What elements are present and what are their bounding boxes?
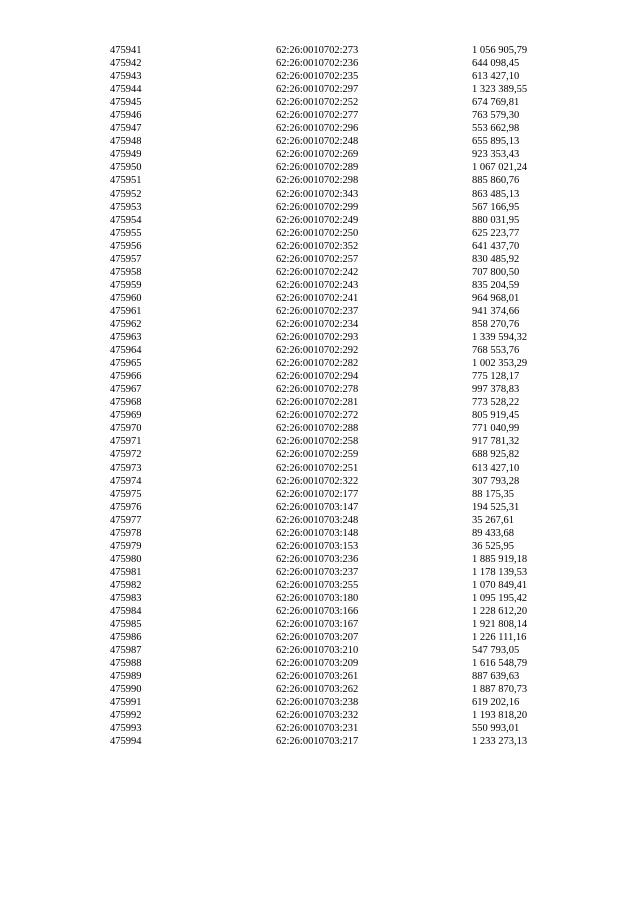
- cadastral-number: 62:26:0010702:269: [276, 149, 359, 161]
- row-number: 475990: [110, 684, 142, 696]
- cadastral-value-table: [110, 44, 590, 749]
- row-number: 475952: [110, 188, 142, 200]
- row-number: 475986: [110, 632, 142, 644]
- table-row: [110, 501, 590, 514]
- table-row: [110, 109, 590, 122]
- cadastral-value: 1 233 273,13: [472, 736, 528, 748]
- cadastral-value: 830 485,92: [472, 253, 520, 265]
- row-number: 475941: [110, 45, 142, 56]
- cadastral-number: 62:26:0010702:296: [276, 123, 359, 135]
- cadastral-number: 62:26:0010703:217: [276, 736, 359, 748]
- table-row: [110, 670, 590, 683]
- cadastral-value: 880 031,95: [472, 214, 520, 226]
- table-row: [110, 188, 590, 201]
- table-row: [110, 135, 590, 148]
- cadastral-value: 1 070 849,41: [472, 579, 528, 591]
- cadastral-value: 644 098,45: [472, 58, 520, 70]
- table-row: [110, 279, 590, 292]
- cadastral-number: 62:26:0010703:236: [276, 553, 359, 565]
- row-number: 475943: [110, 71, 142, 83]
- cadastral-number: 62:26:0010702:241: [276, 292, 359, 304]
- cadastral-value: 674 769,81: [472, 97, 520, 109]
- cadastral-number: 62:26:0010702:237: [276, 305, 359, 317]
- cadastral-value: 775 128,17: [472, 371, 520, 383]
- cadastral-value: 917 781,32: [472, 436, 520, 448]
- cadastral-value: 641 437,70: [472, 240, 520, 252]
- table-row: [110, 240, 590, 253]
- table-row: [110, 540, 590, 553]
- table-row: [110, 735, 590, 748]
- cadastral-value: 771 040,99: [472, 423, 520, 435]
- table-row: [110, 514, 590, 527]
- cadastral-number: 62:26:0010702:251: [276, 462, 359, 474]
- table-row: [110, 331, 590, 344]
- row-number: 475946: [110, 110, 142, 122]
- cadastral-number: 62:26:0010702:272: [276, 410, 359, 422]
- row-number: 475989: [110, 671, 142, 683]
- row-number: 475967: [110, 384, 142, 396]
- table-row: [110, 605, 590, 618]
- cadastral-number: 62:26:0010702:277: [276, 110, 359, 122]
- row-number: 475987: [110, 645, 142, 657]
- cadastral-value: 36 525,95: [472, 540, 514, 552]
- row-number: 475988: [110, 658, 142, 670]
- cadastral-value: 763 579,30: [472, 110, 520, 122]
- cadastral-number: 62:26:0010702:288: [276, 423, 359, 435]
- table-row: [110, 214, 590, 227]
- cadastral-value: 773 528,22: [472, 397, 520, 409]
- table-row: [110, 488, 590, 501]
- cadastral-number: 62:26:0010702:282: [276, 358, 359, 370]
- row-number: 475971: [110, 436, 142, 448]
- row-number: 475981: [110, 566, 142, 578]
- cadastral-number: 62:26:0010702:257: [276, 253, 359, 265]
- cadastral-number: 62:26:0010703:167: [276, 619, 359, 631]
- table-row: [110, 696, 590, 709]
- cadastral-value: 89 433,68: [472, 527, 514, 539]
- cadastral-value: 858 270,76: [472, 318, 520, 330]
- cadastral-number: 62:26:0010702:243: [276, 279, 359, 291]
- cadastral-value: 1 323 389,55: [472, 84, 528, 96]
- row-number: 475965: [110, 358, 142, 370]
- row-number: 475942: [110, 58, 142, 70]
- table-row: [110, 292, 590, 305]
- table-row: [110, 409, 590, 422]
- table-row: [110, 318, 590, 331]
- table-row: [110, 253, 590, 266]
- cadastral-number: 62:26:0010702:177: [276, 488, 359, 500]
- cadastral-value: 35 267,61: [472, 514, 514, 526]
- table-row: [110, 448, 590, 461]
- cadastral-value: 1 095 195,42: [472, 592, 528, 604]
- table-row: [110, 357, 590, 370]
- table-row: [110, 227, 590, 240]
- cadastral-number: 62:26:0010703:209: [276, 658, 359, 670]
- row-number: 475959: [110, 279, 142, 291]
- table-row: [110, 396, 590, 409]
- table-row: [110, 148, 590, 161]
- row-number: 475954: [110, 214, 142, 226]
- table-row: [110, 435, 590, 448]
- cadastral-number: 62:26:0010702:242: [276, 266, 359, 278]
- cadastral-value: 923 353,43: [472, 149, 520, 161]
- row-number: 475993: [110, 723, 142, 735]
- cadastral-number: 62:26:0010702:343: [276, 188, 359, 200]
- cadastral-value: 307 793,28: [472, 475, 520, 487]
- cadastral-number: 62:26:0010703:166: [276, 606, 359, 618]
- cadastral-number: 62:26:0010702:281: [276, 397, 359, 409]
- cadastral-number: 62:26:0010703:207: [276, 632, 359, 644]
- cadastral-value: 885 860,76: [472, 175, 520, 187]
- cadastral-value: 625 223,77: [472, 227, 520, 239]
- cadastral-number: 62:26:0010703:147: [276, 501, 359, 513]
- cadastral-value: 553 662,98: [472, 123, 520, 135]
- row-number: 475947: [110, 123, 142, 135]
- cadastral-value: 1 067 021,24: [472, 162, 528, 174]
- row-number: 475950: [110, 162, 142, 174]
- table-row: [110, 122, 590, 135]
- cadastral-number: 62:26:0010702:235: [276, 71, 359, 83]
- table-row: [110, 96, 590, 109]
- table-row: [110, 201, 590, 214]
- cadastral-value: 997 378,83: [472, 384, 520, 396]
- row-number: 475963: [110, 332, 142, 344]
- row-number: 475977: [110, 514, 142, 526]
- cadastral-value: 887 639,63: [472, 671, 520, 683]
- row-number: 475992: [110, 710, 142, 722]
- table-row: [110, 266, 590, 279]
- row-number: 475955: [110, 227, 142, 239]
- cadastral-number: 62:26:0010703:238: [276, 697, 359, 709]
- table-row: [110, 618, 590, 631]
- row-number: 475953: [110, 201, 142, 213]
- cadastral-number: 62:26:0010702:234: [276, 318, 359, 330]
- cadastral-value: 1 226 111,16: [472, 632, 527, 644]
- cadastral-value: 1 339 594,32: [472, 332, 528, 344]
- cadastral-number: 62:26:0010702:250: [276, 227, 359, 239]
- cadastral-value: 688 925,82: [472, 449, 520, 461]
- table-row: [110, 709, 590, 722]
- cadastral-value: 1 193 818,20: [472, 710, 528, 722]
- table-row: [110, 657, 590, 670]
- cadastral-value: 1 885 919,18: [472, 553, 528, 565]
- row-number: 475973: [110, 462, 142, 474]
- row-number: 475966: [110, 371, 142, 383]
- table-row: [110, 57, 590, 70]
- cadastral-value: 768 553,76: [472, 345, 520, 357]
- cadastral-number: 62:26:0010703:232: [276, 710, 359, 722]
- table-row: [110, 527, 590, 540]
- cadastral-number: 62:26:0010702:252: [276, 97, 359, 109]
- row-number: 475970: [110, 423, 142, 435]
- table-row: [110, 462, 590, 475]
- row-number: 475949: [110, 149, 142, 161]
- table-row: [110, 553, 590, 566]
- row-number: 475969: [110, 410, 142, 422]
- table-row: [110, 70, 590, 83]
- cadastral-number: 62:26:0010702:299: [276, 201, 359, 213]
- row-number: 475983: [110, 592, 142, 604]
- cadastral-number: 62:26:0010702:273: [276, 45, 359, 56]
- cadastral-number: 62:26:0010703:237: [276, 566, 359, 578]
- cadastral-number: 62:26:0010702:322: [276, 475, 359, 487]
- row-number: 475976: [110, 501, 142, 513]
- cadastral-number: 62:26:0010703:210: [276, 645, 359, 657]
- row-number: 475982: [110, 579, 142, 591]
- table-row: [110, 370, 590, 383]
- row-number: 475962: [110, 318, 142, 330]
- cadastral-number: 62:26:0010702:259: [276, 449, 359, 461]
- row-number: 475945: [110, 97, 142, 109]
- cadastral-number: 62:26:0010702:278: [276, 384, 359, 396]
- row-number: 475951: [110, 175, 142, 187]
- cadastral-value: 941 374,66: [472, 305, 520, 317]
- table-row: [110, 631, 590, 644]
- cadastral-value: 655 895,13: [472, 136, 520, 148]
- cadastral-value: 835 204,59: [472, 279, 520, 291]
- row-number: 475972: [110, 449, 142, 461]
- cadastral-number: 62:26:0010702:298: [276, 175, 359, 187]
- cadastral-value: 88 175,35: [472, 488, 514, 500]
- table-row: [110, 161, 590, 174]
- row-number: 475961: [110, 305, 142, 317]
- cadastral-number: 62:26:0010702:293: [276, 332, 359, 344]
- cadastral-number: 62:26:0010702:289: [276, 162, 359, 174]
- cadastral-value: 567 166,95: [472, 201, 520, 213]
- table-row: [110, 383, 590, 396]
- table-row: [110, 44, 590, 57]
- cadastral-value: 1 887 870,73: [472, 684, 528, 696]
- cadastral-value: 613 427,10: [472, 71, 520, 83]
- table-row: [110, 344, 590, 357]
- cadastral-number: 62:26:0010703:231: [276, 723, 359, 735]
- cadastral-value: 1 178 139,53: [472, 566, 528, 578]
- cadastral-value: 805 919,45: [472, 410, 520, 422]
- cadastral-number: 62:26:0010702:292: [276, 345, 359, 357]
- row-number: 475956: [110, 240, 142, 252]
- cadastral-number: 62:26:0010703:153: [276, 540, 359, 552]
- row-number: 475960: [110, 292, 142, 304]
- cadastral-number: 62:26:0010703:262: [276, 684, 359, 696]
- cadastral-number: 62:26:0010703:248: [276, 514, 359, 526]
- table-row: [110, 422, 590, 435]
- table-row: [110, 683, 590, 696]
- cadastral-number: 62:26:0010702:258: [276, 436, 359, 448]
- table-row: [110, 174, 590, 187]
- cadastral-value: 1 616 548,79: [472, 658, 528, 670]
- row-number: 475980: [110, 553, 142, 565]
- cadastral-number: 62:26:0010703:261: [276, 671, 359, 683]
- table-row: [110, 722, 590, 735]
- row-number: 475978: [110, 527, 142, 539]
- cadastral-number: 62:26:0010703:180: [276, 592, 359, 604]
- cadastral-number: 62:26:0010702:249: [276, 214, 359, 226]
- table-row: [110, 83, 590, 96]
- cadastral-number: 62:26:0010703:148: [276, 527, 359, 539]
- cadastral-value: 1 228 612,20: [472, 606, 528, 618]
- cadastral-value: 619 202,16: [472, 697, 520, 709]
- row-number: 475964: [110, 345, 142, 357]
- table-row: [110, 579, 590, 592]
- table-row: [110, 475, 590, 488]
- row-number: 475985: [110, 619, 142, 631]
- cadastral-value: 1 002 353,29: [472, 358, 528, 370]
- cadastral-value: 707 800,50: [472, 266, 520, 278]
- row-number: 475948: [110, 136, 142, 148]
- cadastral-value: 1 056 905,79: [472, 45, 528, 56]
- row-number: 475994: [110, 736, 142, 748]
- row-number: 475979: [110, 540, 142, 552]
- cadastral-value: 863 485,13: [472, 188, 520, 200]
- row-number: 475975: [110, 488, 142, 500]
- row-number: 475944: [110, 84, 142, 96]
- cadastral-value: 547 793,05: [472, 645, 520, 657]
- row-number: 475974: [110, 475, 142, 487]
- table-row: [110, 305, 590, 318]
- table-row: [110, 592, 590, 605]
- cadastral-value: 613 427,10: [472, 462, 520, 474]
- cadastral-number: 62:26:0010702:248: [276, 136, 359, 148]
- table-row: [110, 644, 590, 657]
- cadastral-value: 194 525,31: [472, 501, 520, 513]
- cadastral-number: 62:26:0010702:352: [276, 240, 359, 252]
- row-number: 475968: [110, 397, 142, 409]
- row-number: 475991: [110, 697, 142, 709]
- row-number: 475957: [110, 253, 142, 265]
- row-number: 475984: [110, 606, 142, 618]
- cadastral-value: 1 921 808,14: [472, 619, 528, 631]
- cadastral-number: 62:26:0010702:236: [276, 58, 359, 70]
- row-number: 475958: [110, 266, 142, 278]
- table-row: [110, 566, 590, 579]
- cadastral-number: 62:26:0010702:294: [276, 371, 359, 383]
- cadastral-number: 62:26:0010702:297: [276, 84, 359, 96]
- cadastral-value: 550 993,01: [472, 723, 520, 735]
- cadastral-value: 964 968,01: [472, 292, 520, 304]
- cadastral-number: 62:26:0010703:255: [276, 579, 359, 591]
